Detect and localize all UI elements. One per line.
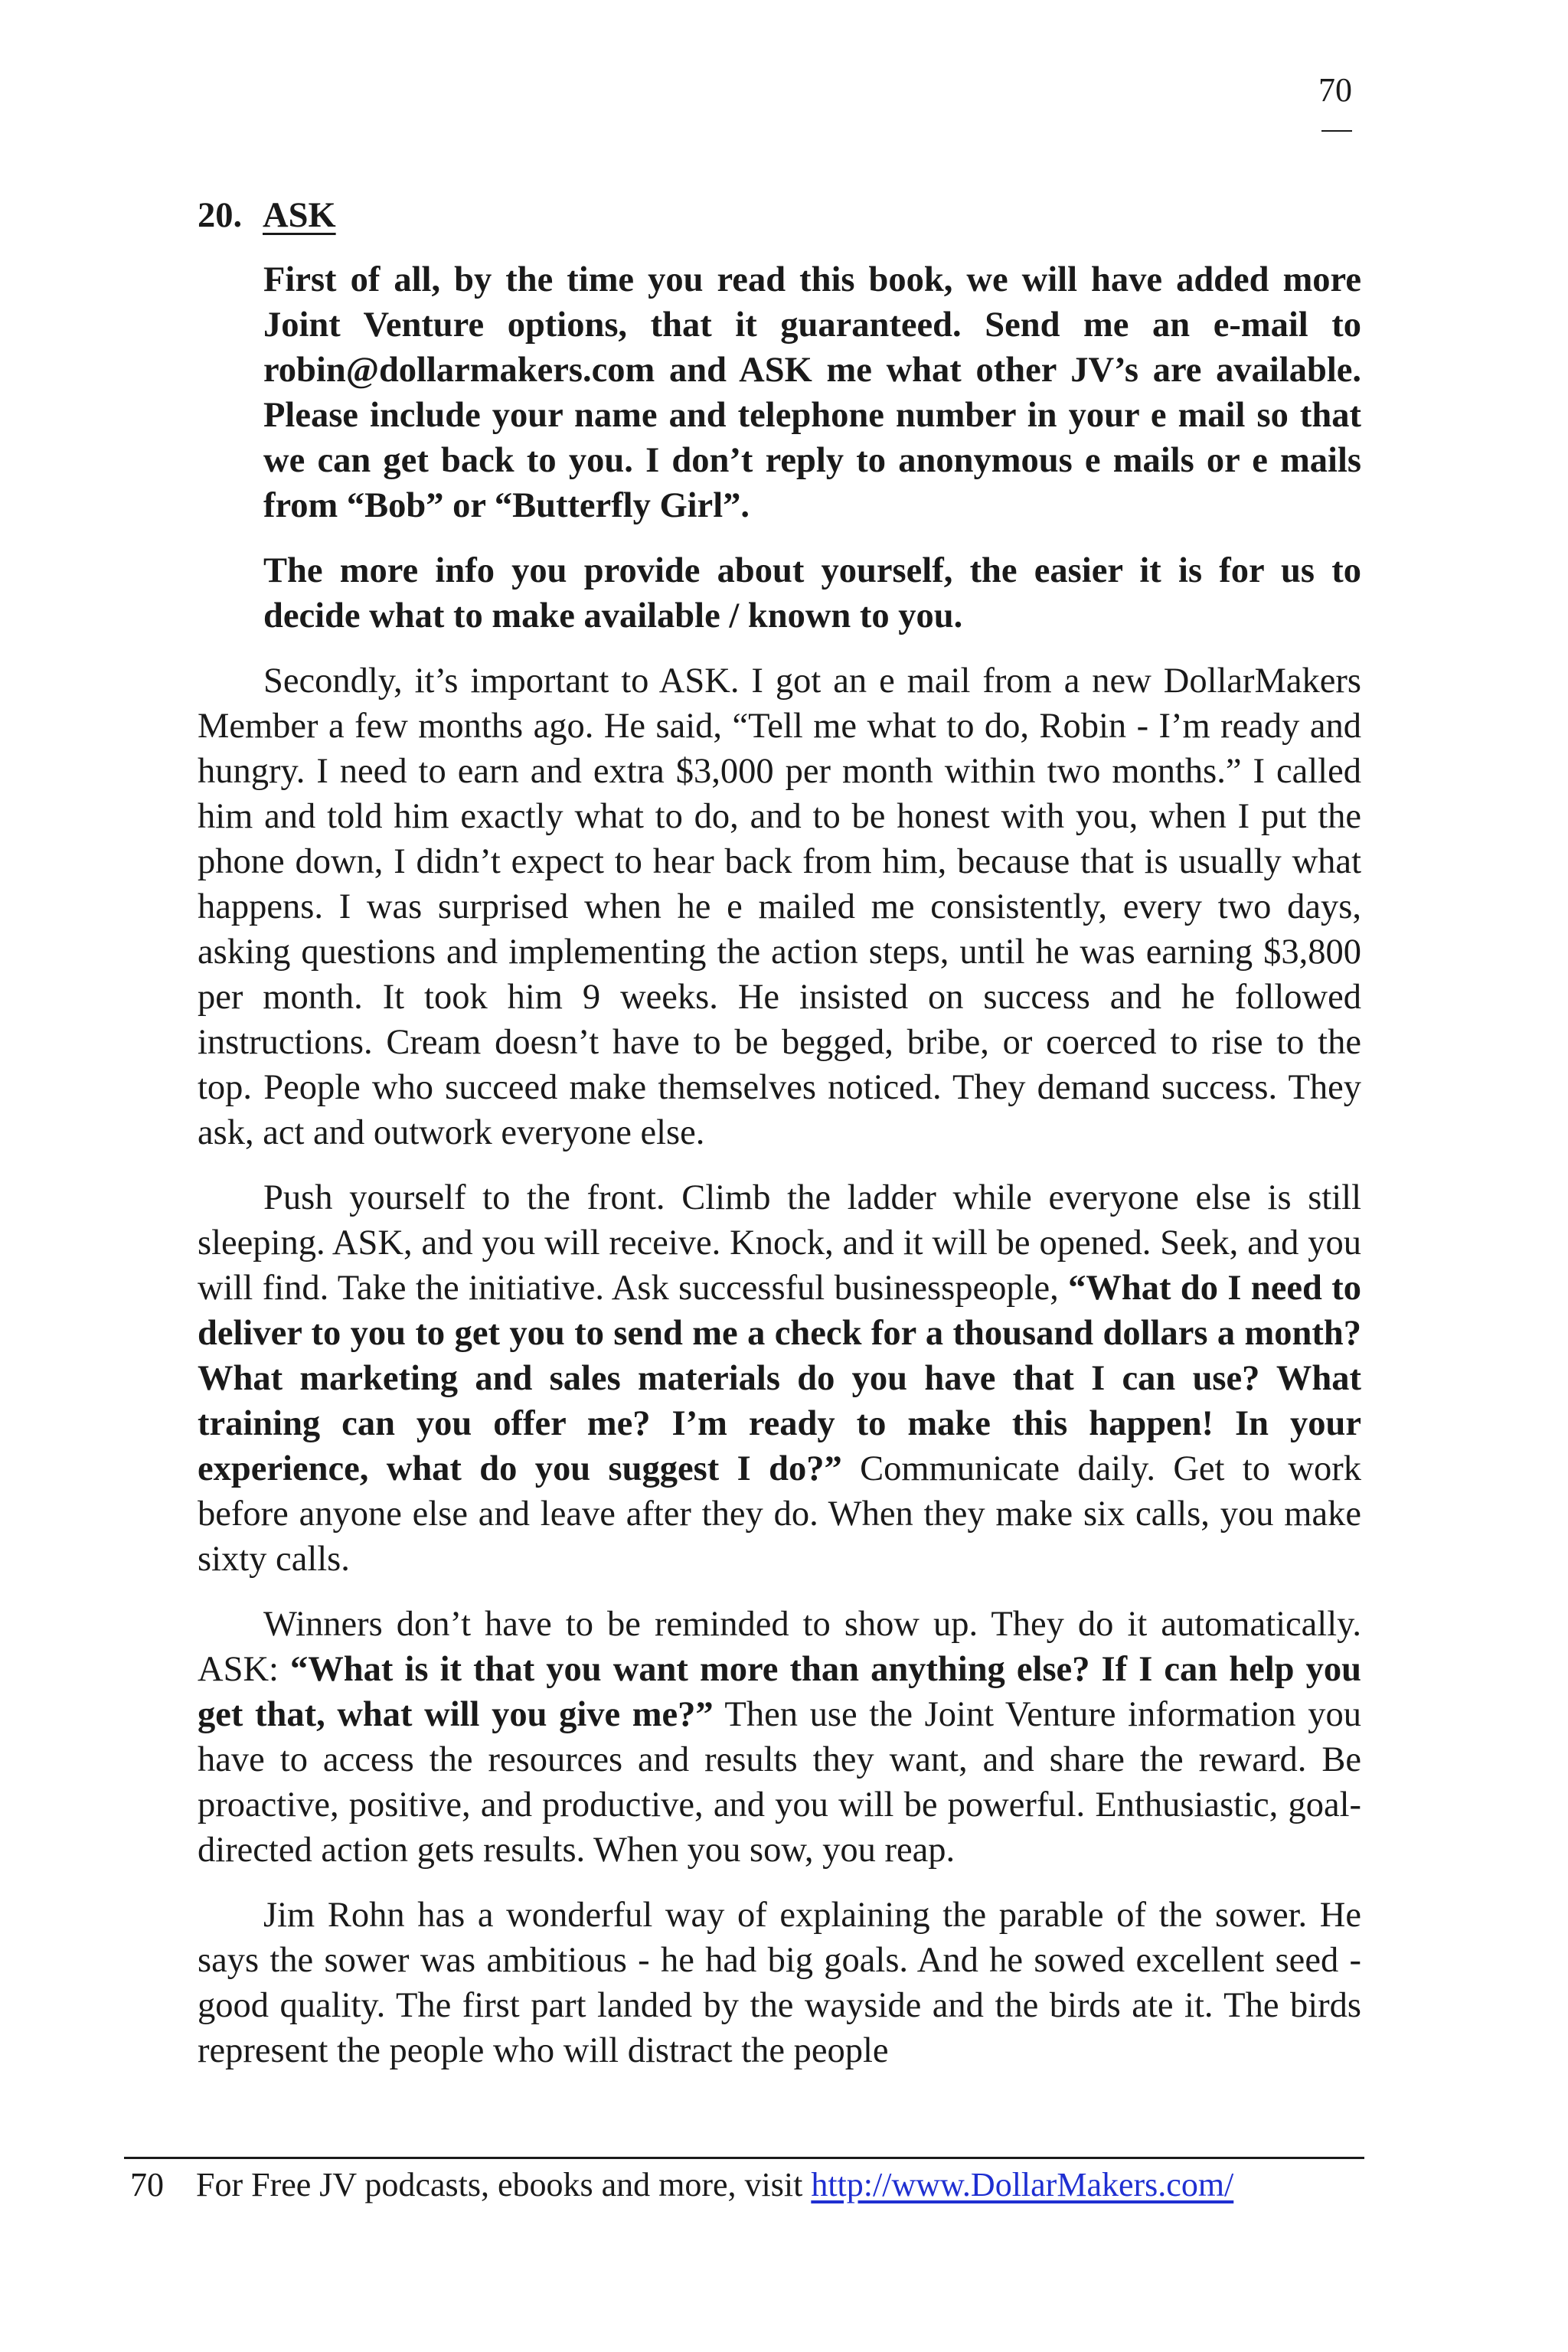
footer-link[interactable]: http://www.DollarMakers.com/ [811,2166,1234,2203]
footer-text: For Free JV podcasts, ebooks and more, visit [196,2166,812,2203]
section-title: ASK [263,196,336,235]
paragraph-3 [198,1602,1361,1873]
section-heading [198,193,1361,240]
paragraph-3-end: Then use the Joint Venture information you have to access the resources and results they want, and share the reward. Be proactive, positive, and productive, and you will be powerful. Enthusiastic, goal-directed action gets results. When you sow, you reap. [198,1695,1361,1870]
paragraph-3-bold-quote: “What is it that you want more than anything else? If I can help you get that, what will you give me?” [198,1650,1361,1734]
paragraph-2 [198,1175,1361,1582]
paragraph-4: Jim Rohn has a wonderful way of explaining the parable of the sower. He says the sower was ambitious - he had big goals. And he sowed excellent seed - good quality. The first part landed by the wayside and the birds ate it. The birds represent the people who will distract the people [198,1896,1361,2070]
footer-page-number: 70 [130,2166,164,2203]
bold-paragraph-1: First of all, by the time you read this book, we will have added more Joint Venture options, that it guaranteed. Send me an e-mail to robin@dollarmakers.com and ASK me what other JV’s are available. Please include your name and telephone number in your e mail so that we can get back to you. I don’t reply to anonymous e mails or e mails from “Bob” or “Butterfly Girl”. [263,260,1361,525]
footer-rule [124,2157,1364,2159]
header-page-number: 70 [1318,71,1352,109]
header-page-number-rule [1321,130,1352,132]
paragraph-2-end: Communicate daily. Get to work before anyone else and leave after they do. When they make six calls, you make sixty calls. [198,1449,1361,1579]
paragraph-1: Secondly, it’s important to ASK. I got an e mail from a new DollarMakers Member a few months ago. He said, “Tell me what to do, Robin - I’m ready and hungry. I need to earn and extra $3,000 per month within two months.” I called him and told him exactly what to do, and to be honest with you, when I put the phone down, I didn’t expect to hear back from him, because that is usually what happens. I was surprised when he e mailed me consistently, every two days, asking questions and implementing the action steps, until he was earning $3,800 per month. It took him 9 weeks. He insisted on success and he followed instructions. Cream doesn’t have to be begged, bribe, or coerced to rise to the top. People who succeed make themselves noticed. They demand success. They ask, act and outwork everyone else. [198,662,1361,1152]
page-body [198,193,1361,2093]
paragraph-2-bold-quote: “What do I need to deliver to you to get you to send me a check for a thousand dollars a month? What marketing and sales materials do you have that I can use? What training can you offer me? I’m ready to make this happen! In your experience, what do you suggest I do?” [198,1269,1362,1488]
bold-paragraph-2: The more info you provide about yourself, the easier it is for us to decide what to make available / known to you. [263,551,1361,635]
paragraph-3-start: Winners don’t have to be reminded to show up. They do it automatically. ASK: [198,1605,1361,1689]
section-number: 20. [198,196,243,235]
paragraph-2-start: Push yourself to the front. Climb the ladder while everyone else is still sleeping. ASK, and you will receive. Knock, and it will be opened. Seek, and you will find. Take the initiative. Ask successful businesspeople, [198,1178,1361,1308]
footer [130,2164,1364,2207]
